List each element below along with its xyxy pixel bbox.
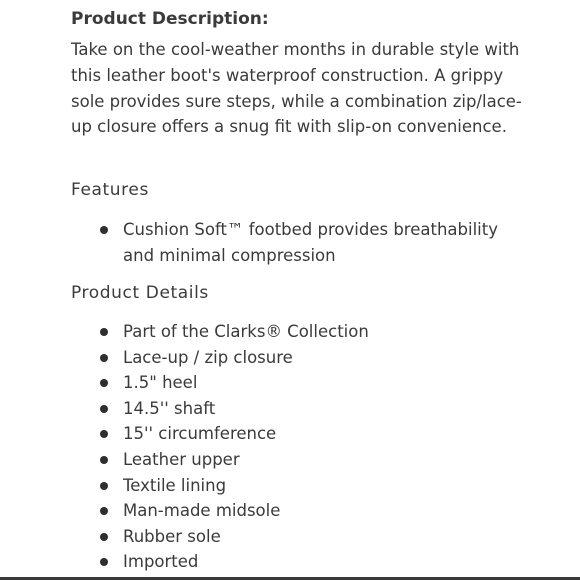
bullet-icon	[100, 482, 108, 490]
details-item-text: Leather upper	[123, 449, 240, 469]
bullet-icon	[100, 533, 108, 541]
description-text: Take on the cool-weather months in durable style with this leather boot's waterproof construction. A grippy sole provides sure steps, while a combination zip/lace-up closure offers a snug fit with slip-on convenience.	[71, 40, 522, 137]
details-item	[71, 549, 531, 575]
details-item	[71, 370, 531, 396]
details-item-text: 1.5" heel	[123, 373, 198, 393]
features-item-text: Cushion Soft™ footbed provides breathability and minimal compression	[123, 220, 498, 265]
features-item	[71, 217, 531, 268]
details-item	[71, 498, 531, 524]
bullet-icon	[100, 328, 108, 336]
details-item	[71, 345, 531, 371]
bullet-icon	[100, 430, 108, 438]
features-heading: Features	[71, 180, 149, 200]
details-item-text: Imported	[123, 552, 199, 572]
bullet-icon	[100, 456, 108, 464]
bullet-icon	[100, 379, 108, 387]
details-item	[71, 473, 531, 499]
description-heading: Product Description:	[71, 9, 269, 29]
features-list	[71, 217, 531, 268]
product-details-heading: Product Details	[71, 283, 209, 303]
bullet-icon	[100, 405, 108, 413]
details-item	[71, 396, 531, 422]
details-item-text: 14.5'' shaft	[123, 398, 216, 418]
bullet-icon	[100, 558, 108, 566]
details-item-text: Textile lining	[123, 475, 227, 495]
bullet-icon	[100, 226, 108, 234]
details-item	[71, 319, 531, 345]
bullet-icon	[100, 354, 108, 362]
details-item	[71, 524, 531, 550]
product-details-list	[71, 319, 531, 575]
details-item-text: Man-made midsole	[123, 501, 281, 521]
details-item-text: Rubber sole	[123, 526, 221, 546]
bullet-icon	[100, 507, 108, 515]
details-item	[71, 421, 531, 447]
details-item-text: Part of the Clarks® Collection	[123, 322, 369, 341]
details-item	[71, 447, 531, 473]
details-item-text: Lace-up / zip closure	[123, 347, 293, 367]
details-item-text: 15'' circumference	[123, 424, 277, 444]
